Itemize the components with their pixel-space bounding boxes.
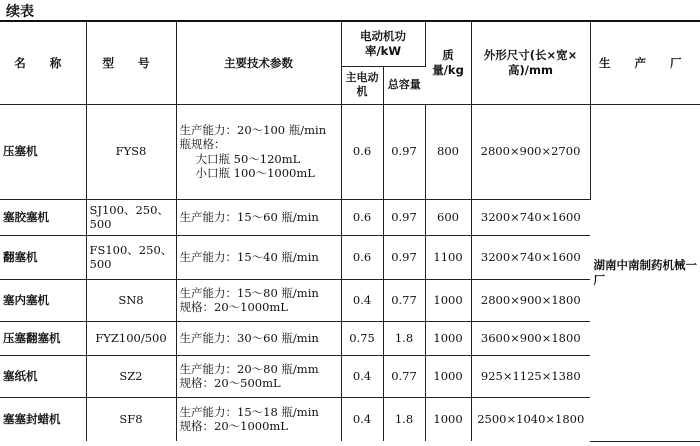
main-motor-power: 0.4 <box>341 397 383 441</box>
tech-param-line: 规格：20～1000mL <box>179 419 288 434</box>
model-number: FYZ100/500 <box>86 321 176 355</box>
equipment-name: 塞纸机 <box>0 355 86 397</box>
header-total-capacity: 总容量 <box>383 66 425 104</box>
mass-value: 1000 <box>425 279 471 321</box>
total-power: 0.97 <box>383 104 425 199</box>
total-power: 1.8 <box>383 397 425 441</box>
model-number: SJ100、250、500 <box>86 199 176 235</box>
model-number: SF8 <box>86 397 176 441</box>
main-motor-power: 0.4 <box>341 355 383 397</box>
header-params: 主要技术参数 <box>176 21 341 104</box>
mass-value: 600 <box>425 199 471 235</box>
main-motor-power: 0.6 <box>341 235 383 279</box>
equipment-name: 塞内塞机 <box>0 279 86 321</box>
tech-params <box>176 199 341 235</box>
mass-value: 800 <box>425 104 471 199</box>
dimensions-value: 2800×900×2700 <box>471 104 590 199</box>
header-power-group: 电动机功率/kW <box>341 21 425 66</box>
mass-value: 1100 <box>425 235 471 279</box>
total-power: 0.77 <box>383 355 425 397</box>
dimensions-value: 3600×900×1800 <box>471 321 590 355</box>
tech-params <box>176 397 341 441</box>
tech-param-line: 大口瓶 50～120mL <box>195 151 301 166</box>
tech-param-line: 生产能力：20～80 瓶/mm <box>179 361 319 376</box>
tech-param-line: 生产能力：15～18 瓶/min <box>179 404 319 419</box>
tech-param-line: 规格：20～1000mL <box>179 300 288 314</box>
equipment-name: 塞胶塞机 <box>0 199 86 235</box>
mass-value: 1000 <box>425 355 471 397</box>
model-number: FYS8 <box>86 104 176 199</box>
tech-param-line: 生产能力：30～60 瓶/min <box>179 330 319 345</box>
equipment-name: 压塞机 <box>0 104 86 199</box>
dimensions-value: 3200×740×1600 <box>471 199 590 235</box>
header-dims: 外形尺寸(长×宽×高)/mm <box>471 21 590 104</box>
equipment-name: 塞塞封蜡机 <box>0 397 86 441</box>
table-row <box>0 104 700 199</box>
header-model: 型 号 <box>86 21 176 104</box>
equipment-spec-table <box>0 20 700 442</box>
model-number: FS100、250、500 <box>86 235 176 279</box>
main-motor-power: 0.6 <box>341 199 383 235</box>
mass-value: 1000 <box>425 397 471 441</box>
main-motor-power: 0.6 <box>341 104 383 199</box>
dimensions-value: 2800×900×1800 <box>471 279 590 321</box>
model-number: SN8 <box>86 279 176 321</box>
total-power: 0.77 <box>383 279 425 321</box>
tech-param-line: 瓶规格： <box>179 137 226 152</box>
tech-param-line: 生产能力：15～60 瓶/min <box>179 209 319 224</box>
mass-value: 1000 <box>425 321 471 355</box>
tech-param-line: 生产能力：20～100 瓶/min <box>179 122 327 137</box>
main-motor-power: 0.4 <box>341 279 383 321</box>
tech-params <box>176 321 341 355</box>
equipment-name: 压塞翻塞机 <box>0 321 86 355</box>
manufacturer-name: 湖南中南制药机械一厂 <box>590 104 700 441</box>
total-power: 0.97 <box>383 199 425 235</box>
tech-params <box>176 104 341 199</box>
tech-param-line: 生产能力：15～80 瓶/min <box>179 285 319 300</box>
dimensions-value: 3200×740×1600 <box>471 235 590 279</box>
header-main-motor: 主电动机 <box>341 66 383 104</box>
total-power: 1.8 <box>383 321 425 355</box>
tech-params <box>176 235 341 279</box>
tech-params <box>176 355 341 397</box>
header-manufacturer: 生 产 厂 <box>590 21 700 104</box>
tech-param-line: 小口瓶 100～1000mL <box>195 165 315 180</box>
tech-params <box>176 279 341 321</box>
dimensions-value: 2500×1040×1800 <box>477 412 585 427</box>
total-power: 0.97 <box>383 235 425 279</box>
main-motor-power: 0.75 <box>341 321 383 355</box>
header-mass: 质量/kg <box>425 21 471 104</box>
table-caption: 续表 <box>6 4 34 20</box>
tech-param-line: 规格：20～500mL <box>179 376 281 390</box>
equipment-name: 翻塞机 <box>0 235 86 279</box>
model-number: SZ2 <box>86 355 176 397</box>
tech-param-line: 生产能力：15～40 瓶/min <box>179 249 319 264</box>
dimensions-value: 925×1125×1380 <box>471 355 590 397</box>
header-name: 名 称 <box>0 21 86 104</box>
